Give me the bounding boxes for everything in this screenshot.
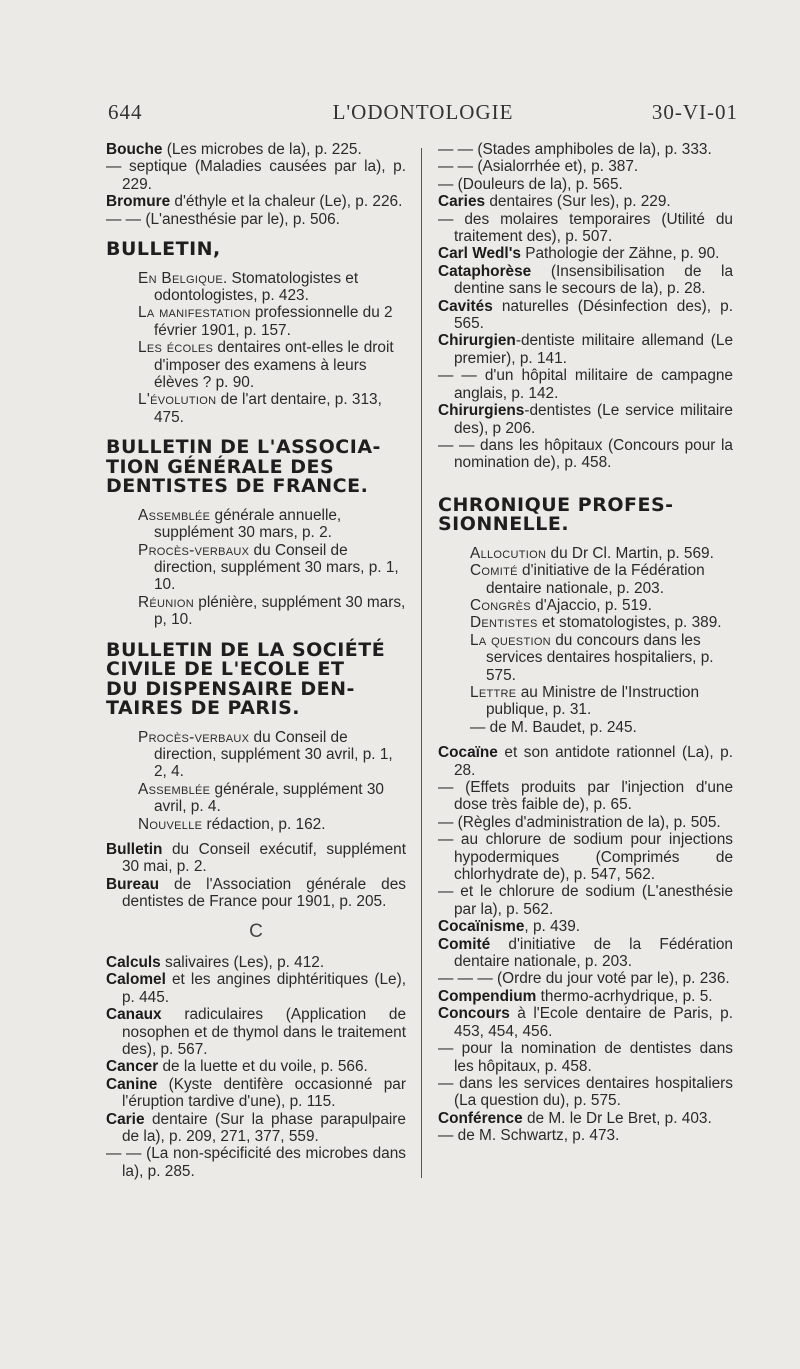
right-column — [438, 141, 733, 1145]
index-entry — [106, 1111, 406, 1146]
heading-line: TION GÉNÉRALE DES — [106, 455, 335, 478]
index-entry — [106, 507, 406, 542]
entry-keyword: Procès-verbaux — [138, 541, 250, 559]
entry-text: du Dr Cl. Martin, p. 569. — [546, 544, 714, 562]
index-entry — [106, 391, 406, 426]
entry-keyword: Bureau — [106, 875, 160, 893]
entry-text: de M. le Dr Le Bret, p. 403. — [522, 1109, 712, 1127]
entry-keyword: Comité — [470, 562, 518, 580]
index-entry — [438, 367, 733, 402]
entry-keyword: Calomel — [106, 971, 166, 989]
heading-line: DENTISTES DE FRANCE. — [106, 475, 369, 498]
entry-text: du Conseil exécutif, supplément 30 mai, p. 2. — [122, 840, 406, 876]
entry-keyword: La question — [470, 631, 551, 649]
index-entry — [106, 781, 406, 816]
index-entry — [106, 211, 406, 228]
entry-keyword: Carl Wedl's — [438, 245, 521, 263]
entry-keyword: Dentistes — [470, 614, 538, 632]
entry-text: à l'Ecole dentaire de Paris, p. 453, 454, 456. — [454, 1005, 733, 1040]
index-entry — [106, 270, 406, 305]
entry-text: — — — (Ordre du jour voté par le), p. 236. — [438, 970, 730, 988]
index-entry — [106, 158, 406, 193]
entry-text: naturelles (Désinfection des), p. 565. — [454, 297, 733, 333]
entry-text: professionnelle du 2 février 1901, p. 157. — [154, 304, 393, 339]
column-divider — [421, 148, 422, 1178]
index-entry — [438, 831, 733, 883]
entry-keyword: Lettre — [470, 683, 517, 701]
entry-keyword: Allocution — [470, 544, 547, 562]
entry-keyword: Cavités — [438, 297, 493, 315]
entry-text: — au chlorure de sodium pour injections hypodermiques (Comprimés de chlorhydrate de), p. 547, 562. — [438, 831, 733, 884]
heading-line: DU DISPENSAIRE DEN- — [106, 677, 355, 700]
entry-keyword: L'évolution — [138, 391, 217, 409]
index-entry — [438, 1127, 733, 1144]
index-entry — [438, 988, 733, 1005]
heading-line: TAIRES DE PARIS. — [106, 697, 301, 720]
entry-text: d'éthyle et la chaleur (Le), p. 226. — [170, 193, 403, 211]
entry-keyword: Conférence — [438, 1109, 523, 1127]
entry-keyword: Comité — [438, 935, 491, 953]
issue-date: 30-VI-01 — [651, 100, 738, 124]
index-entry — [438, 1110, 733, 1127]
index-entry — [438, 176, 733, 193]
entry-text: radiculaires (Application de nosophen et de thymol dans le traitement des), p. 567. — [122, 1006, 406, 1059]
entry-text: — pour la nomination de dentistes dans les hôpitaux, p. 458. — [438, 1040, 733, 1075]
entry-keyword: Canaux — [106, 1006, 162, 1024]
index-entry — [438, 632, 733, 684]
entry-text: thermo-acrhydrique, p. 5. — [536, 987, 713, 1005]
entry-keyword: Nouvelle — [138, 815, 203, 833]
entry-text: au Ministre de l'Instruction publique, p. 31. — [486, 683, 699, 719]
entry-keyword: Chirurgiens — [438, 402, 525, 420]
entry-text: d'initiative de la Fédération dentaire nationale, p. 203. — [486, 562, 705, 597]
entry-text: — (Douleurs de la), p. 565. — [438, 175, 623, 193]
entry-text: — — (Stades amphiboles de la), p. 333. — [438, 141, 712, 158]
entry-keyword: Compendium — [438, 987, 537, 1005]
entry-text: — — (L'anesthésie par le), p. 506. — [106, 210, 340, 228]
index-entry — [106, 594, 406, 629]
entry-keyword: Congrès — [470, 596, 531, 614]
entry-text: (Insensibilisation de la dentine sans le secours de la), p. 28. — [454, 262, 733, 298]
index-entry — [438, 298, 733, 333]
entry-text: — — (La non-spécificité des microbes dans la), p. 285. — [106, 1145, 406, 1180]
index-entry — [438, 779, 733, 814]
entry-keyword: Chirurgien — [438, 332, 516, 350]
entry-text: du Conseil de direction, supplément 30 mars, p. 1, 10. — [154, 541, 399, 594]
index-entry — [438, 597, 733, 614]
entry-text: de la luette et du voile, p. 566. — [158, 1058, 368, 1076]
index-entry — [106, 339, 406, 391]
entry-text: , p. 439. — [524, 918, 581, 936]
entry-text: -dentiste militaire allemand (Le premier), p. 141. — [454, 332, 733, 367]
entry-text: — — d'un hôpital militaire de campagne anglais, p. 142. — [438, 367, 733, 402]
entry-text: plénière, supplément 30 mars, p, 10. — [154, 593, 406, 629]
index-entry — [438, 684, 733, 719]
index-entry — [106, 193, 406, 210]
index-entry — [438, 744, 733, 779]
entry-text: (Kyste dentifère occasionné par l'éruption tardive d'une), p. 115. — [122, 1075, 406, 1111]
entry-keyword: Bouche — [106, 141, 163, 158]
journal-title: L'ODONTOLOGIE — [332, 100, 514, 124]
entry-keyword: En Belgique — [138, 269, 223, 287]
heading-line: BULLETIN, — [106, 238, 221, 261]
entry-text: de l'art dentaire, p. 313, 475. — [154, 391, 382, 426]
index-entry — [106, 1076, 406, 1111]
entry-keyword: Cancer — [106, 1058, 159, 1076]
index-entry — [106, 304, 406, 339]
entry-text: — (Effets produits par l'injection d'une dose très faible de), p. 65. — [438, 779, 733, 814]
entry-text: -dentistes (Le service militaire des), p 206. — [454, 402, 733, 437]
index-entry — [438, 263, 733, 298]
entry-keyword: Caries — [438, 193, 486, 211]
index-entry — [438, 883, 733, 918]
entry-text: — (Règles d'administration de la), p. 505. — [438, 813, 721, 831]
entry-text: d'initiative de la Fédération dentaire nationale, p. 203. — [454, 935, 733, 971]
entry-text: générale, supplément 30 avril, p. 4. — [154, 780, 384, 816]
entry-keyword: Les écoles — [138, 339, 214, 357]
index-entry — [438, 614, 733, 631]
index-entry — [438, 814, 733, 831]
index-entry — [438, 141, 733, 158]
entry-text: — — (Asialorrhée et), p. 387. — [438, 158, 639, 176]
entry-text: et stomatologistes, p. 389. — [537, 614, 722, 632]
running-header — [108, 100, 738, 130]
index-entry — [438, 437, 733, 472]
entry-keyword: Assemblée — [138, 506, 211, 524]
entry-text: — des molaires temporaires (Utilité du traitement des), p. 507. — [438, 210, 733, 246]
entry-text: — septique (Maladies causées par la), p. 229. — [106, 158, 406, 193]
entry-keyword: Calculs — [106, 954, 161, 971]
left-column — [106, 141, 406, 1180]
entry-text: du concours dans les services dentaires hospitaliers, p. 575. — [486, 631, 714, 684]
heading-line: CHRONIQUE PROFES- — [438, 493, 674, 516]
entry-text: générale annuelle, supplément 30 mars, p. 2. — [154, 506, 342, 542]
entry-text: — — dans les hôpitaux (Concours pour la nomination de), p. 458. — [438, 436, 733, 472]
entry-keyword: Bromure — [106, 193, 171, 211]
index-entry — [106, 841, 406, 876]
entry-text: (Les microbes de la), p. 225. — [162, 141, 362, 158]
section-heading-association — [106, 438, 406, 497]
index-entry — [106, 542, 406, 594]
entry-keyword: Réunion — [138, 593, 194, 611]
index-entry — [438, 402, 733, 437]
heading-line: CIVILE DE L'ECOLE ET — [106, 658, 345, 681]
index-entry — [438, 245, 733, 262]
entry-keyword: Cocaïne — [438, 744, 498, 762]
entry-keyword: Concours — [438, 1005, 510, 1023]
index-entry — [106, 1006, 406, 1058]
index-entry — [438, 545, 733, 562]
entry-keyword: Procès-verbaux — [138, 728, 250, 746]
entry-keyword: Canine — [106, 1075, 158, 1093]
index-entry — [438, 158, 733, 175]
index-entry — [106, 1058, 406, 1075]
heading-line: SIONNELLE. — [438, 513, 570, 536]
index-entry — [106, 954, 406, 971]
entry-text: salivaires (Les), p. 412. — [160, 954, 325, 971]
entry-keyword: Cataphorèse — [438, 262, 532, 280]
entry-text: rédaction, p. 162. — [202, 815, 326, 833]
index-entry — [438, 1040, 733, 1075]
heading-line: BULLETIN DE L'ASSOCIA- — [106, 436, 381, 459]
index-entry — [438, 936, 733, 971]
index-entry — [438, 211, 733, 246]
index-entry — [438, 1005, 733, 1040]
heading-line: BULLETIN DE LA SOCIÉTÉ — [106, 638, 386, 661]
entry-keyword: La manifestation — [138, 304, 251, 322]
entry-text: — dans les services dentaires hospitaliers (La question du), p. 575. — [438, 1074, 733, 1110]
index-entry — [438, 332, 733, 367]
index-entry — [438, 970, 733, 987]
section-heading-societe — [106, 638, 406, 720]
entry-text: — de M. Schwartz, p. 473. — [438, 1127, 620, 1145]
index-entry — [106, 876, 406, 911]
entry-text: — et le chlorure de sodium (L'anesthésie par la), p. 562. — [438, 883, 733, 918]
index-entry — [438, 193, 733, 210]
index-entry — [106, 816, 406, 833]
index-entry — [438, 918, 733, 935]
index-entry — [106, 971, 406, 1006]
page-number: 644 — [108, 100, 143, 124]
index-entry — [106, 729, 406, 781]
entry-text: et les angines diphtéritiques (Le), p. 445. — [122, 971, 406, 1006]
entry-text: — de M. Baudet, p. 245. — [470, 718, 637, 736]
entry-text: d'Ajaccio, p. 519. — [530, 596, 652, 614]
entry-keyword: Cocaïnisme — [438, 918, 525, 936]
entry-text: dentaires ont-elles le droit d'imposer des examens à leurs élèves ? p. 90. — [154, 339, 394, 391]
entry-text: du Conseil de direction, supplément 30 avril, p. 1, 2, 4. — [154, 728, 393, 781]
entry-text: Pathologie der Zähne, p. 90. — [520, 245, 720, 263]
index-entry — [106, 141, 406, 158]
index-entry — [438, 562, 733, 597]
section-heading-chronique — [438, 493, 733, 536]
section-letter: C — [249, 920, 263, 942]
index-entry — [438, 719, 733, 736]
section-heading-bulletin — [106, 240, 406, 260]
entry-text: . Stomatologistes et odontologistes, p. 423. — [154, 269, 359, 304]
entry-text: et son antidote rationnel (La), p. 28. — [454, 744, 733, 779]
index-entry — [438, 1075, 733, 1110]
entry-text: dentaire (Sur la phase parapulpaire de la), p. 209, 271, 377, 559. — [122, 1110, 406, 1146]
entry-keyword: Assemblée — [138, 780, 211, 798]
entry-keyword: Bulletin — [106, 840, 163, 858]
entry-keyword: Carie — [106, 1110, 145, 1128]
index-entry — [106, 1145, 406, 1180]
entry-text: de l'Association générale des dentistes de France pour 1901, p. 205. — [122, 875, 406, 911]
entry-text: dentaires (Sur les), p. 229. — [485, 193, 671, 211]
